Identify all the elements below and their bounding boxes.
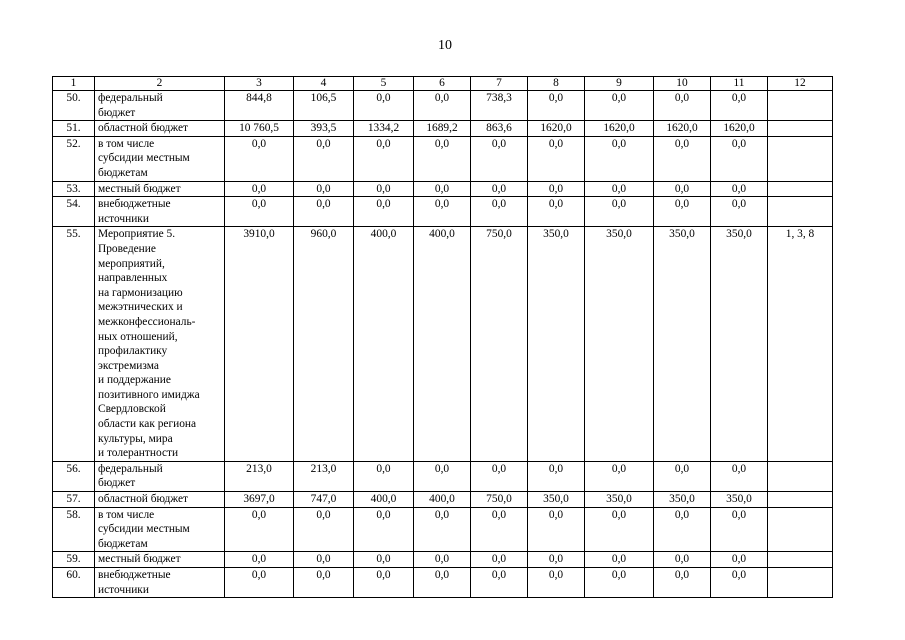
row-note xyxy=(768,91,833,121)
value-cell: 0,0 xyxy=(528,552,585,568)
value-cell: 0,0 xyxy=(354,181,414,197)
table-row xyxy=(53,197,833,227)
value-cell: 0,0 xyxy=(471,136,528,181)
value-cell: 10 760,5 xyxy=(225,121,294,137)
value-cell: 350,0 xyxy=(585,492,654,508)
value-cell: 960,0 xyxy=(294,227,354,462)
value-cell: 350,0 xyxy=(654,227,711,462)
value-cell: 350,0 xyxy=(654,492,711,508)
value-cell: 1620,0 xyxy=(528,121,585,137)
row-note xyxy=(768,181,833,197)
value-cell: 0,0 xyxy=(654,197,711,227)
row-number: 50. xyxy=(53,91,95,121)
value-cell: 0,0 xyxy=(414,91,471,121)
column-header: 5 xyxy=(354,77,414,91)
table-row xyxy=(53,91,833,121)
table-row xyxy=(53,227,833,462)
value-cell: 0,0 xyxy=(654,568,711,598)
value-cell: 400,0 xyxy=(414,227,471,462)
column-header: 12 xyxy=(768,77,833,91)
table-row xyxy=(53,181,833,197)
page-number: 10 xyxy=(438,38,452,53)
value-cell: 0,0 xyxy=(585,197,654,227)
value-cell: 3697,0 xyxy=(225,492,294,508)
value-cell: 1620,0 xyxy=(585,121,654,137)
value-cell: 0,0 xyxy=(528,91,585,121)
value-cell: 0,0 xyxy=(225,197,294,227)
value-cell: 213,0 xyxy=(294,461,354,491)
row-note xyxy=(768,197,833,227)
value-cell: 0,0 xyxy=(294,181,354,197)
value-cell: 350,0 xyxy=(711,492,768,508)
table-row xyxy=(53,552,833,568)
row-note xyxy=(768,552,833,568)
value-cell: 844,8 xyxy=(225,91,294,121)
value-cell: 0,0 xyxy=(711,552,768,568)
value-cell: 0,0 xyxy=(585,552,654,568)
row-name: внебюджетные источники xyxy=(95,197,225,227)
budget-table xyxy=(52,76,833,598)
value-cell: 0,0 xyxy=(294,552,354,568)
row-number: 51. xyxy=(53,121,95,137)
column-header: 11 xyxy=(711,77,768,91)
value-cell: 0,0 xyxy=(528,197,585,227)
row-note xyxy=(768,461,833,491)
value-cell: 0,0 xyxy=(414,197,471,227)
value-cell: 0,0 xyxy=(225,507,294,552)
row-name: внебюджетные источники xyxy=(95,568,225,598)
value-cell: 0,0 xyxy=(225,552,294,568)
value-cell: 0,0 xyxy=(654,552,711,568)
value-cell: 0,0 xyxy=(654,461,711,491)
row-number: 57. xyxy=(53,492,95,508)
value-cell: 0,0 xyxy=(711,568,768,598)
value-cell: 0,0 xyxy=(414,568,471,598)
value-cell: 0,0 xyxy=(354,507,414,552)
value-cell: 0,0 xyxy=(354,91,414,121)
column-header: 3 xyxy=(225,77,294,91)
value-cell: 0,0 xyxy=(528,461,585,491)
value-cell: 863,6 xyxy=(471,121,528,137)
column-header: 2 xyxy=(95,77,225,91)
column-header: 1 xyxy=(53,77,95,91)
value-cell: 393,5 xyxy=(294,121,354,137)
value-cell: 350,0 xyxy=(528,492,585,508)
column-header: 6 xyxy=(414,77,471,91)
row-note xyxy=(768,136,833,181)
value-cell: 0,0 xyxy=(528,136,585,181)
column-header: 4 xyxy=(294,77,354,91)
value-cell: 0,0 xyxy=(294,507,354,552)
row-note: 1, 3, 8 xyxy=(768,227,833,462)
value-cell: 0,0 xyxy=(528,568,585,598)
row-name: в том числе субсидии местным бюджетам xyxy=(95,136,225,181)
value-cell: 750,0 xyxy=(471,227,528,462)
row-name: федеральный бюджет xyxy=(95,461,225,491)
row-name: федеральный бюджет xyxy=(95,91,225,121)
row-name: Мероприятие 5. Проведение мероприятий, направленных на гармонизацию межэтнических и межконфессиональ- ных отношений, профилактику экстремизма и поддержание позитивного имиджа Свердловской области как региона культуры, мира и толерантности xyxy=(95,227,225,462)
row-number: 54. xyxy=(53,197,95,227)
row-name: местный бюджет xyxy=(95,552,225,568)
table-row xyxy=(53,507,833,552)
value-cell: 0,0 xyxy=(354,136,414,181)
value-cell: 747,0 xyxy=(294,492,354,508)
value-cell: 213,0 xyxy=(225,461,294,491)
column-header: 9 xyxy=(585,77,654,91)
value-cell: 1620,0 xyxy=(711,121,768,137)
value-cell: 0,0 xyxy=(225,568,294,598)
value-cell: 0,0 xyxy=(294,568,354,598)
value-cell: 0,0 xyxy=(471,507,528,552)
value-cell: 0,0 xyxy=(585,461,654,491)
value-cell: 0,0 xyxy=(711,181,768,197)
value-cell: 350,0 xyxy=(585,227,654,462)
value-cell: 0,0 xyxy=(654,181,711,197)
value-cell: 0,0 xyxy=(585,136,654,181)
table-row xyxy=(53,121,833,137)
value-cell: 1620,0 xyxy=(654,121,711,137)
row-number: 60. xyxy=(53,568,95,598)
value-cell: 0,0 xyxy=(585,181,654,197)
row-number: 55. xyxy=(53,227,95,462)
value-cell: 0,0 xyxy=(585,91,654,121)
row-note xyxy=(768,568,833,598)
column-header: 8 xyxy=(528,77,585,91)
row-number: 53. xyxy=(53,181,95,197)
value-cell: 0,0 xyxy=(354,461,414,491)
value-cell: 0,0 xyxy=(414,507,471,552)
row-number: 56. xyxy=(53,461,95,491)
value-cell: 0,0 xyxy=(711,91,768,121)
table-row xyxy=(53,568,833,598)
value-cell: 400,0 xyxy=(354,227,414,462)
value-cell: 0,0 xyxy=(585,568,654,598)
value-cell: 400,0 xyxy=(354,492,414,508)
value-cell: 0,0 xyxy=(654,507,711,552)
value-cell: 0,0 xyxy=(354,197,414,227)
value-cell: 0,0 xyxy=(711,136,768,181)
value-cell: 0,0 xyxy=(711,197,768,227)
value-cell: 1334,2 xyxy=(354,121,414,137)
value-cell: 1689,2 xyxy=(414,121,471,137)
value-cell: 0,0 xyxy=(711,507,768,552)
row-number: 58. xyxy=(53,507,95,552)
value-cell: 0,0 xyxy=(414,461,471,491)
value-cell: 0,0 xyxy=(528,507,585,552)
value-cell: 0,0 xyxy=(225,181,294,197)
value-cell: 0,0 xyxy=(711,461,768,491)
value-cell: 0,0 xyxy=(294,197,354,227)
value-cell: 0,0 xyxy=(654,136,711,181)
value-cell: 0,0 xyxy=(225,136,294,181)
row-name: местный бюджет xyxy=(95,181,225,197)
column-header: 10 xyxy=(654,77,711,91)
row-name: областной бюджет xyxy=(95,121,225,137)
value-cell: 0,0 xyxy=(294,136,354,181)
table-row xyxy=(53,136,833,181)
value-cell: 0,0 xyxy=(654,91,711,121)
value-cell: 0,0 xyxy=(471,461,528,491)
value-cell: 738,3 xyxy=(471,91,528,121)
table-row xyxy=(53,492,833,508)
value-cell: 0,0 xyxy=(414,136,471,181)
value-cell: 350,0 xyxy=(711,227,768,462)
value-cell: 0,0 xyxy=(471,552,528,568)
value-cell: 400,0 xyxy=(414,492,471,508)
row-name: областной бюджет xyxy=(95,492,225,508)
value-cell: 350,0 xyxy=(528,227,585,462)
value-cell: 0,0 xyxy=(354,568,414,598)
value-cell: 0,0 xyxy=(414,552,471,568)
value-cell: 0,0 xyxy=(471,197,528,227)
row-note xyxy=(768,121,833,137)
row-name: в том числе субсидии местным бюджетам xyxy=(95,507,225,552)
value-cell: 0,0 xyxy=(528,181,585,197)
value-cell: 750,0 xyxy=(471,492,528,508)
row-number: 52. xyxy=(53,136,95,181)
table-header-row xyxy=(53,77,833,91)
value-cell: 0,0 xyxy=(585,507,654,552)
table-row xyxy=(53,461,833,491)
value-cell: 0,0 xyxy=(414,181,471,197)
row-note xyxy=(768,492,833,508)
row-number: 59. xyxy=(53,552,95,568)
column-header: 7 xyxy=(471,77,528,91)
row-note xyxy=(768,507,833,552)
value-cell: 0,0 xyxy=(354,552,414,568)
value-cell: 0,0 xyxy=(471,181,528,197)
value-cell: 106,5 xyxy=(294,91,354,121)
value-cell: 0,0 xyxy=(471,568,528,598)
value-cell: 3910,0 xyxy=(225,227,294,462)
